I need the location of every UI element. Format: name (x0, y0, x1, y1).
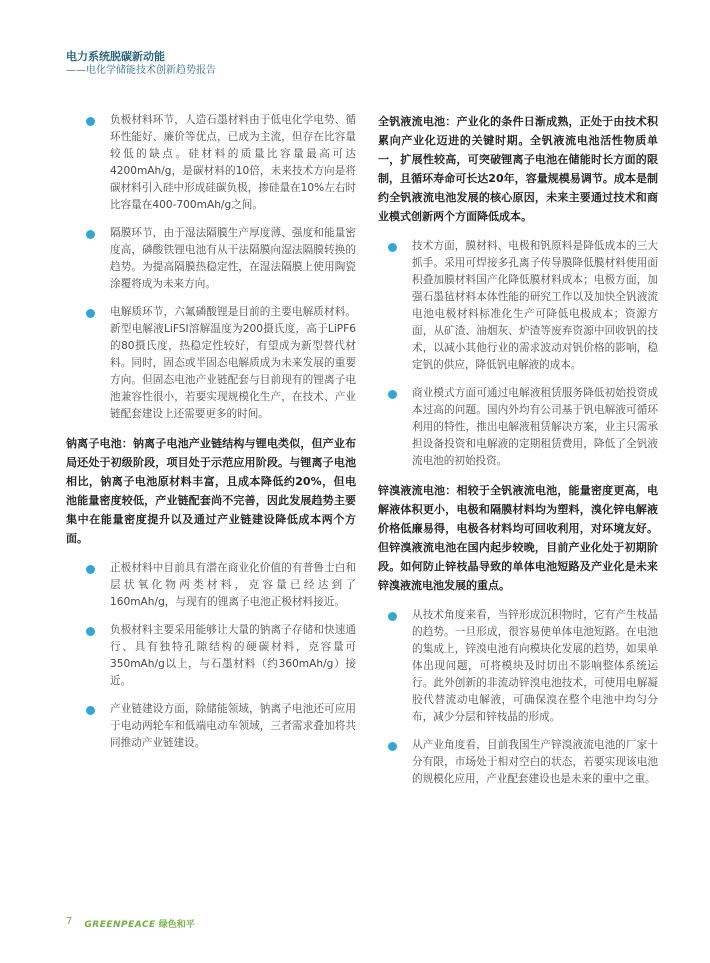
list-item (368, 385, 658, 470)
page-number: 7 (66, 916, 73, 927)
sodium-ion-paragraph: 钠离子电池：钠离子电池产业链结构与锂电类似，但产业布局还处于初级阶段，项目处于示范应用阶段。与锂离子电池相比，钠离子电池原材料丰富，且成本降低约20%，但电池能量密度较低，产业链配套尚不完善，因此发展趋势主要集中在能量密度提升以及通过产业链建设降低成本两个方面。 (66, 437, 356, 545)
zinc-bromine-paragraph: 锌溴液流电池：相较于全钒液流电池，能量密度更高，电解液体积更小，电极和隔膜材料均为塑料，溴化锌电解液价格低廉易得，电极各材料均可回收利用，对环境友好。但锌溴液流电池在国内起步较晚，目前产业化处于初期阶段。如何防止锌枝晶导致的单体电池短路及产业化是未来锌溴液流电池发展的重点。 (378, 484, 658, 592)
list-item (66, 701, 356, 752)
bullet-text: 负极材料环节，人造石墨材料由于低电化学电势、循环性能好、廉价等优点，已成为主流，但存在比容量较低的缺点。硅材料的质量比容量最高可达4200mAh/g，是碳材料的10倍，未来技术方向是将碳材料引入硅中形成硅碳负极，掺硅量在10%左右时比容量在400-700mAh/g之间。 (110, 114, 357, 211)
bullet-text: 从技术角度来看，当锌形成沉积物时，它有产生枝晶的趋势。一旦形成，很容易使单体电池短路。在电池的集成上，锌溴电池有向模块化发展的趋势，如果单体出现问题，可将模块及时切出不影响整体系统运行。此外创新的非流动锌溴电池技术，可使用电解凝胶代替流动电解液，可确保溴在整个电池中均匀分布，减少分层和锌枝晶的形成。 (412, 609, 658, 723)
list-item (66, 560, 356, 611)
list-item (368, 607, 658, 726)
logo-cn-text: 绿色和平 (158, 920, 195, 930)
list-item (66, 304, 356, 423)
bullet-text: 电解质环节，六氟磷酸锂是目前的主要电解质材料。新型电解液LiFSI溶解温度为200摄氏度，高于LiPF6的80摄氏度，热稳定性较好，有望成为新型替代材料。同时，固态或半固态电解质成为未来发展的重要方向。但固态电池产业链配套与目前现有的锂离子电池兼容性很小，若要实现规模化生产，在技术、产业链配套建设上还需要更多的时间。 (110, 306, 356, 420)
bullet-dot-icon (86, 627, 95, 636)
bullet-text: 技术方面，膜材料、电极和钒原料是降低成本的三大抓手。采用可焊接多孔离子传导膜降低膜材料使用面积叠加膜材料国产化降低膜材料成本；电极方面，加强石墨毡材料本体性能的研究工作以及加快全钒液流电池电极材料标准化生产可降低电极成本；资源方面，从矿渣、油烟灰、炉渣等废弃资源中回收钒的技术，以减小其他行业的需求波动对钒价格的影响，稳定钒的供应，降低钒电解液的成本。 (412, 240, 658, 371)
bullet-text: 从产业角度看，目前我国生产锌溴液流电池的厂家十分有限，市场处于相对空白的状态，若要实现该电池的规模化应用，产业配套建设也是未来的重中之重。 (412, 739, 658, 785)
list-item (66, 225, 356, 293)
list-item (66, 112, 356, 214)
bullet-text: 隔膜环节，由于湿法隔膜生产厚度薄、强度和能量密度高，磷酸铁锂电池有从干法隔膜向湿法隔膜转换的趋势。为提高隔膜热稳定性，在湿法隔膜上使用陶瓷涂覆将成为未来方向。 (110, 227, 356, 290)
list-item (368, 238, 658, 374)
list-item (368, 737, 658, 788)
bullet-dot-icon (388, 612, 397, 621)
bullet-dot-icon (86, 706, 95, 715)
bullet-text: 负极材料主要采用能够让大量的钠离子存储和快速通行、具有独特孔隙结构的硬碳材料，克容量可350mAh/g以上，与石墨材料（约360mAh/g）接近。 (110, 624, 356, 687)
page-header (66, 50, 216, 78)
bullet-dot-icon (86, 117, 95, 126)
bullet-text: 正极材料中目前具有潜在商业化价值的有普鲁士白和层状氧化物两类材料，克容量已经达到了160mAh/g，与现有的锂离子电池正极材料接近。 (110, 562, 356, 608)
bullet-text: 商业模式方面可通过电解液租赁服务降低初始投资成本过高的问题。国内外均有公司基于钒电解液可循环利用的特性，推出电解液租赁解决方案，业主只需承担设备投资和电解液的定期租赁费用，降低了全钒液流电池的初始投资。 (412, 387, 658, 467)
bullet-dot-icon (388, 390, 397, 399)
page-footer (66, 912, 195, 931)
bullet-dot-icon (86, 565, 95, 574)
right-column (368, 112, 658, 799)
left-column (66, 112, 356, 763)
report-subtitle: ——电化学储能技术创新趋势报告 (66, 65, 216, 76)
vanadium-flow-paragraph: 全钒液流电池：产业化的条件日渐成熟，正处于由技术积累向产业化迈进的关键时期。全钒液流电池活性物质单一，扩展性较高，可突破锂离子电池在储能时长方面的限制，且循环寿命可长达20年，容量规模易调节。成本是制约全钒液流电池发展的核心原因，未来主要通过技术和商业模式创新两个方面降低成本。 (378, 115, 658, 223)
bullet-dot-icon (86, 309, 95, 318)
list-item (66, 622, 356, 690)
bullet-text: 产业链建设方面，除储能领域，钠离子电池还可应用于电动两轮车和低端电动车领域，三者需求叠加将共同推动产业链建设。 (110, 703, 356, 749)
bullet-dot-icon (388, 243, 397, 252)
logo-text: GREENPEACE (84, 920, 156, 930)
bullet-dot-icon (86, 230, 95, 239)
greenpeace-logo (84, 912, 194, 931)
bullet-dot-icon (388, 742, 397, 751)
report-title: 电力系统脱碳新动能 (66, 50, 165, 63)
